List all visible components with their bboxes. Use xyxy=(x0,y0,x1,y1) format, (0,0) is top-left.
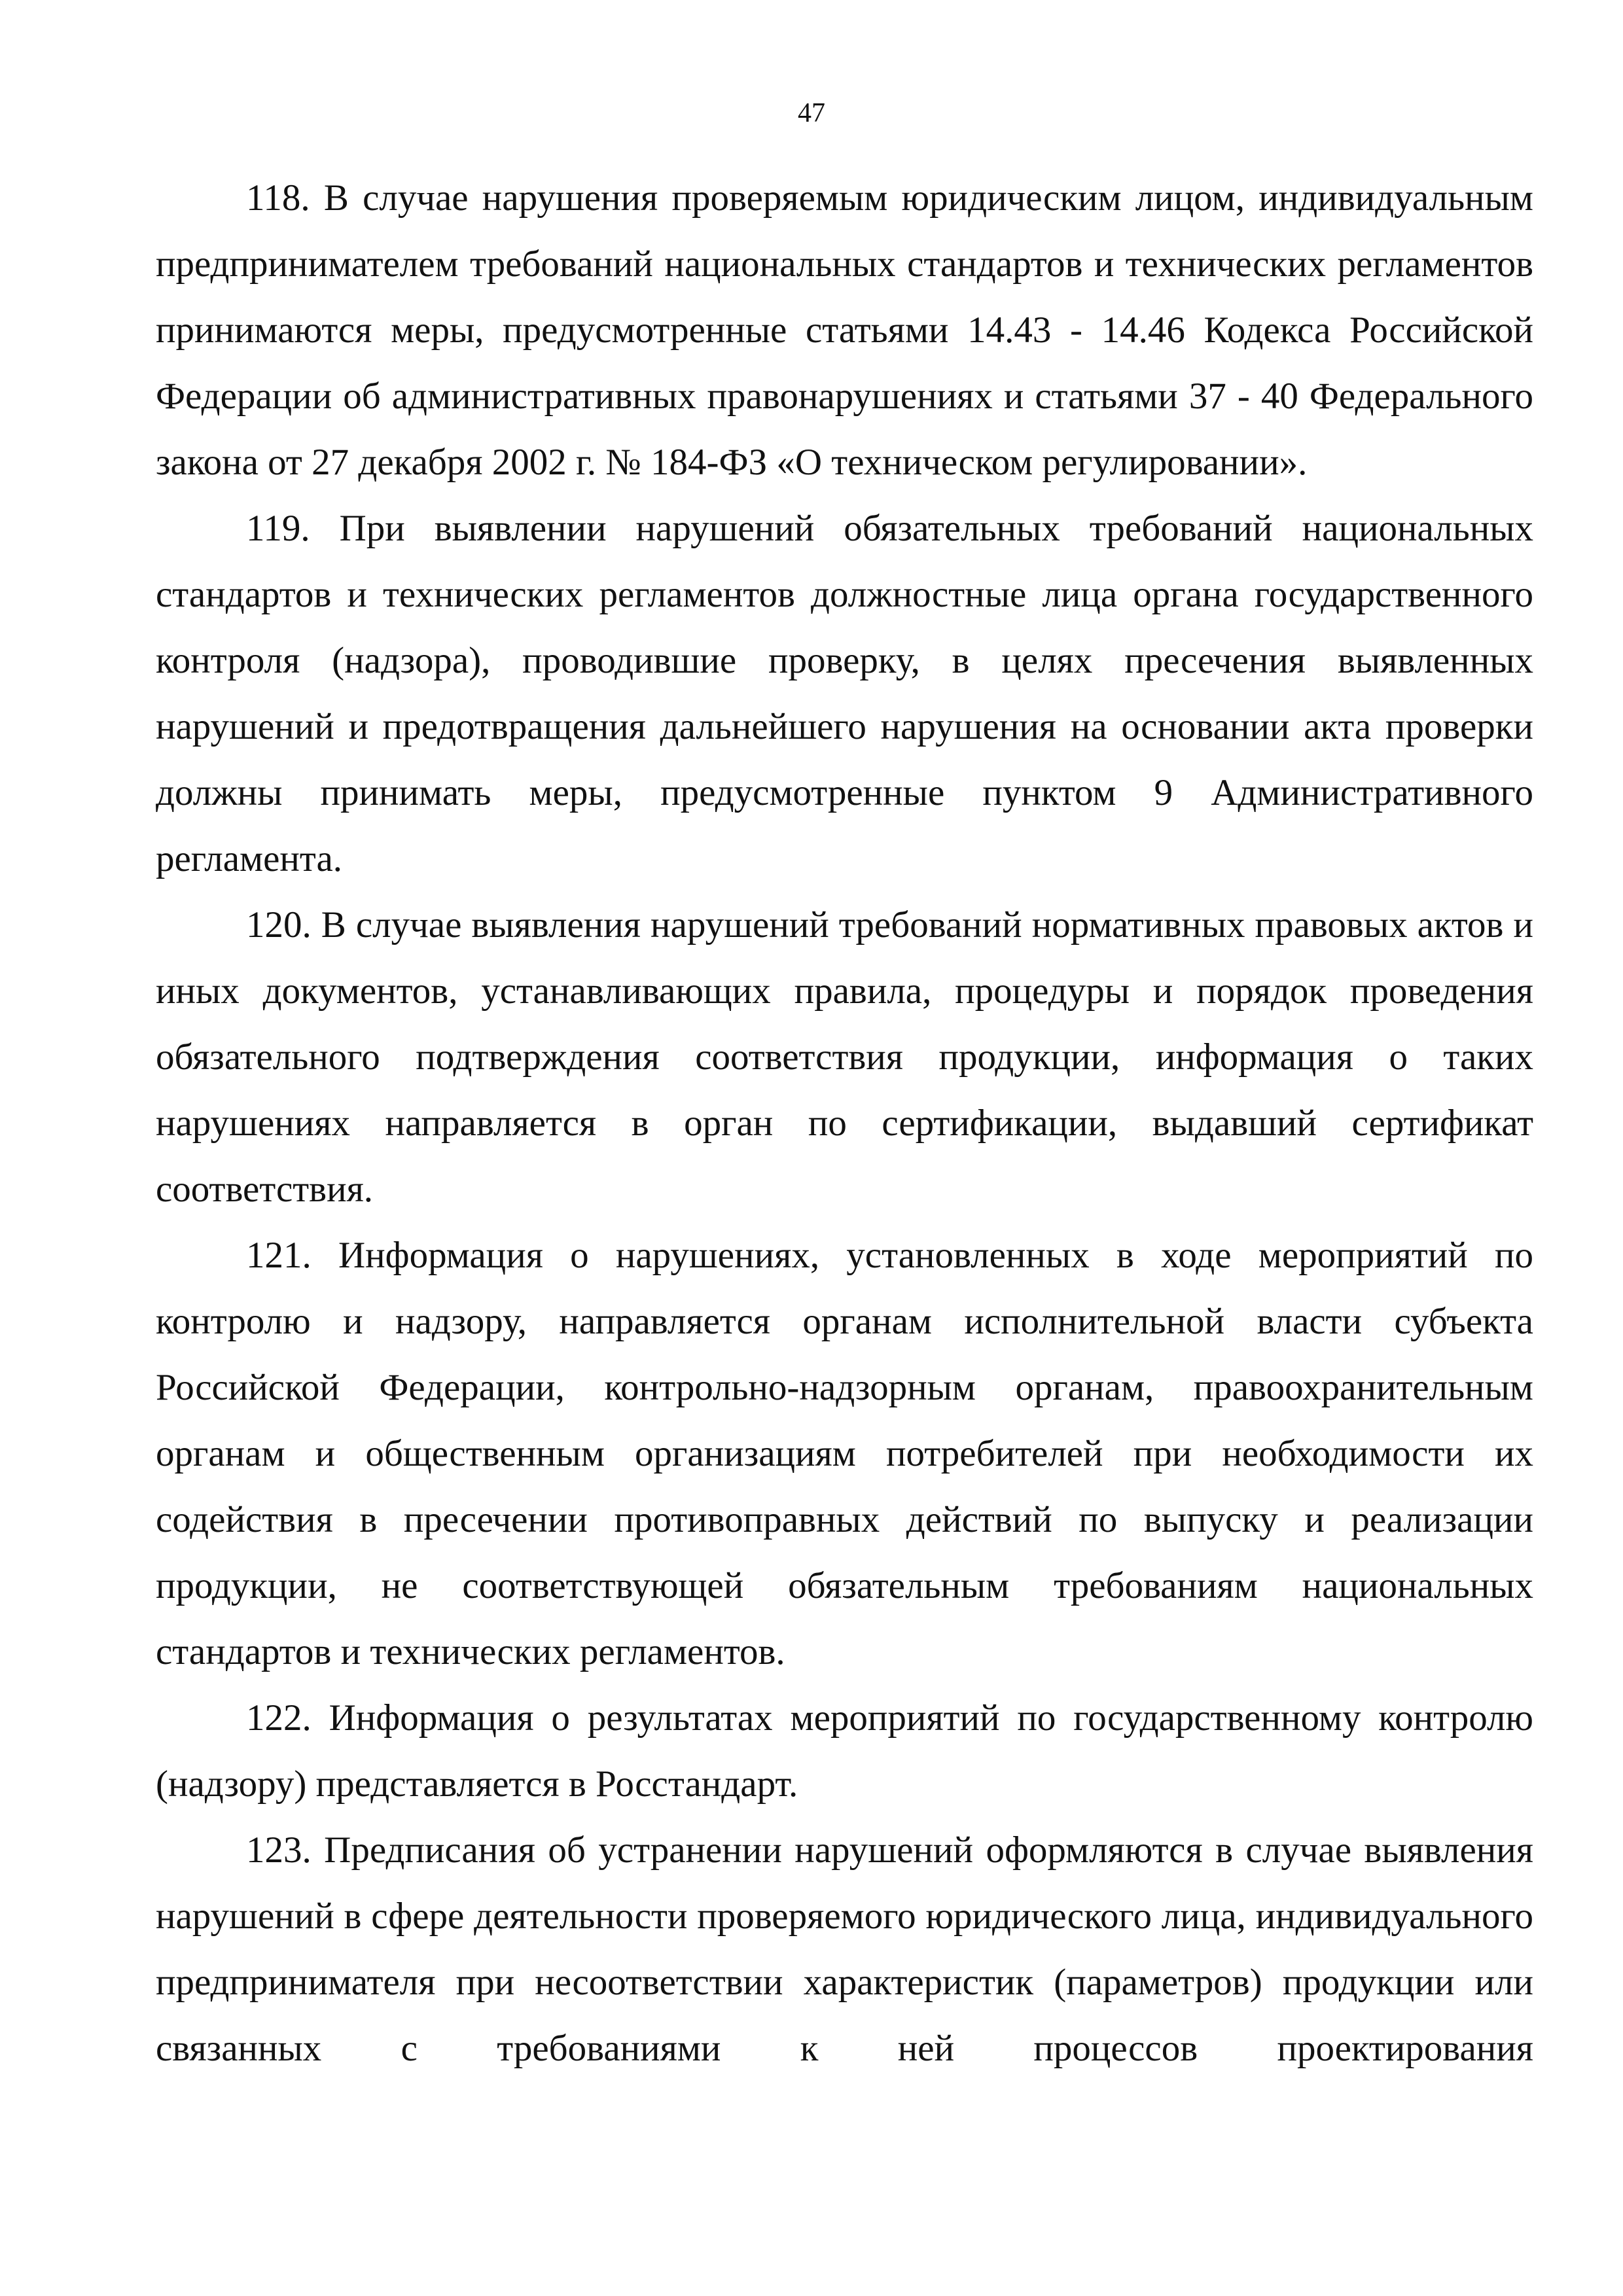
document-body xyxy=(156,165,1533,2081)
paragraph-122: 122. Информация о результатах мероприятий по государственному контролю (надзору) представляется в Росстандарт. xyxy=(156,1697,1533,1805)
page-number: 47 xyxy=(798,98,825,128)
paragraph-119: 119. При выявлении нарушений обязательных требований национальных стандартов и технических регламентов должностные лица органа государственного контроля (надзора), проводившие проверку, в целях пресечения выявленных нарушений и предотвращения дальнейшего нарушения на основании акта проверки должны принимать меры, предусмотренные пунктом 9 Административного регламента. xyxy=(156,508,1533,879)
paragraph-121: 121. Информация о нарушениях, установленных в ходе мероприятий по контролю и надзору, направляется органам исполнительной власти субъекта Российской Федерации, контрольно-надзорным органам, правоохранительным органам и общественным организациям потребителей при необходимости их содействия в пресечении противоправных действий по выпуску и реализации продукции, не соответствующей обязательным требованиям национальных стандартов и технических регламентов. xyxy=(156,1235,1533,1672)
paragraph-123: 123. Предписания об устранении нарушений оформляются в случае выявления нарушений в сфере деятельности проверяемого юридического лица, индивидуального предпринимателя при несоответствии характеристик (параметров) продукции или связанных с требованиями к ней процессов проектирования xyxy=(156,1829,1533,2069)
paragraph-118: 118. В случае нарушения проверяемым юридическим лицом, индивидуальным предпринимателем требований национальных стандартов и технических регламентов принимаются меры, предусмотренные статьями 14.43 - 14.46 Кодекса Российской Федерации об административных правонарушениях и статьями 37 - 40 Федерального закона от 27 декабря 2002 г. № 184-ФЗ «О техническом регулировании». xyxy=(156,177,1533,483)
paragraph-120: 120. В случае выявления нарушений требований нормативных правовых актов и иных документов, устанавливающих правила, процедуры и порядок проведения обязательного подтверждения соответствия продукции, информация о таких нарушениях направляется в орган по сертификации, выдавший сертификат соответствия. xyxy=(156,904,1533,1210)
